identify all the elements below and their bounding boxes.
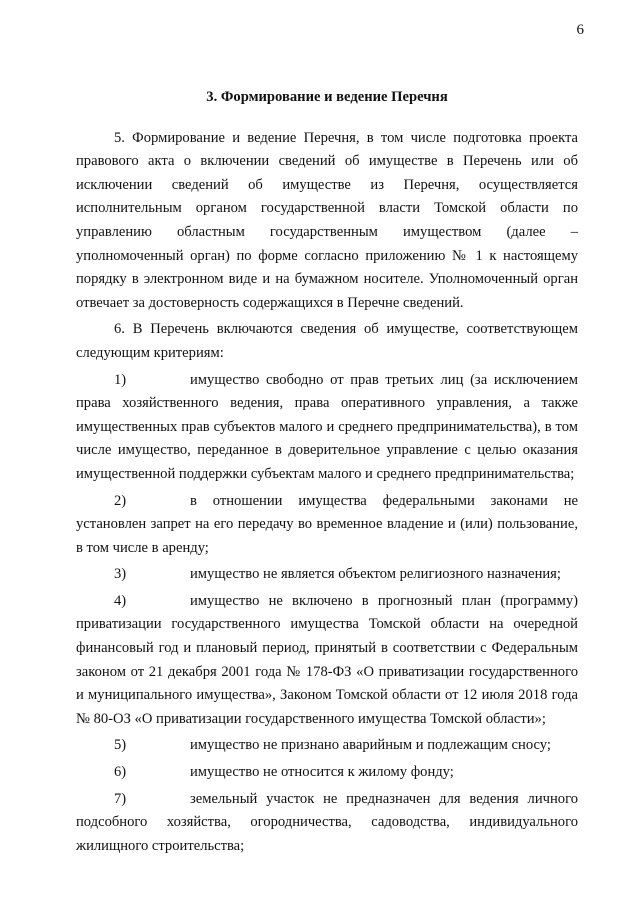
section-heading: 3. Формирование и ведение Перечня xyxy=(206,89,448,105)
item-text: имущество не является объектом религиозного назначения; xyxy=(190,566,561,583)
item-text: имущество не включено в прогнозный план (программу) приватизации государственного имущества Томской области на очередной финансовый год и плановый период, принятый в соответствии с Федеральным законом от 21 декабря 2001 года № 178-ФЗ «О приватизации государственного и муниципального имущества», Законом Томской области от 12 июля 2018 года № 80-ОЗ «О приватизации государственного имущества Томской области»; xyxy=(76,592,578,727)
page-number: 6 xyxy=(576,22,584,38)
item-text: в отношении имущества федеральными законами не установлен запрет на его передачу во временное владение и (или) пользование, в том числе в аренду; xyxy=(76,492,578,556)
document-body xyxy=(76,86,578,858)
criteria-item-7: 7) земельный участок не предназначен для ведения личного подсобного хозяйства, огородничества, садоводства, индивидуального жилищного строительства; xyxy=(76,790,578,854)
criteria-item-3: 3) имущество не является объектом религиозного назначения; xyxy=(114,566,561,583)
item-text: имущество не признано аварийным и подлежащим сносу; xyxy=(190,737,551,754)
item-text: земельный участок не предназначен для ведения личного подсобного хозяйства, огородничества, садоводства, индивидуального жилищного строительства; xyxy=(76,790,578,854)
criteria-item-5: 5) имущество не признано аварийным и подлежащим сносу; xyxy=(114,737,551,754)
criteria-item-6: 6) имущество не относится к жилому фонду; xyxy=(114,764,454,781)
paragraph-5: 5. Формирование и ведение Перечня, в том числе подготовка проекта правового акта о включении сведений об имуществе в Перечень или об исключении сведений об имуществе из Перечня, осуществляется исполнительным органом государственной власти Томской области по управлению областным государственным имуществом (далее – уполномоченный орган) по форме согласно приложению № 1 к настоящему порядку в электронном виде и на бумажном носителе. Уполномоченный орган отвечает за достоверность содержащихся в Перечне сведений. xyxy=(76,129,578,311)
item-text: имущество свободно от прав третьих лиц (за исключением права хозяйственного ведения, права оперативного управления, а также имущественных прав субъектов малого и среднего предпринимательства), в том числе имущество, переданное в доверительное управление с целью оказания имущественной поддержки субъектам малого и среднего предпринимательства; xyxy=(76,371,578,482)
criteria-item-4: 4) имущество не включено в прогнозный план (программу) приватизации государственного имущества Томской области на очередной финансовый год и плановый период, принятый в соответствии с Федеральным законом от 21 декабря 2001 года № 178-ФЗ «О приватизации государственного и муниципального имущества», Законом Томской области от 12 июля 2018 года № 80-ОЗ «О приватизации государственного имущества Томской области»; xyxy=(76,592,578,727)
criteria-item-2: 2) в отношении имущества федеральными законами не установлен запрет на его передачу во временное владение и (или) пользование, в том числе в аренду; xyxy=(76,492,578,556)
item-text: имущество не относится к жилому фонду; xyxy=(190,764,454,781)
criteria-item-1: 1) имущество свободно от прав третьих лиц (за исключением права хозяйственного ведения, права оперативного управления, а также имущественных прав субъектов малого и среднего предпринимательства), в том числе имущество, переданное в доверительное управление с целью оказания имущественной поддержки субъектам малого и среднего предпринимательства; xyxy=(76,371,578,482)
paragraph-6: 6. В Перечень включаются сведения об имуществе, соответствующем следующим критериям: xyxy=(76,321,578,361)
